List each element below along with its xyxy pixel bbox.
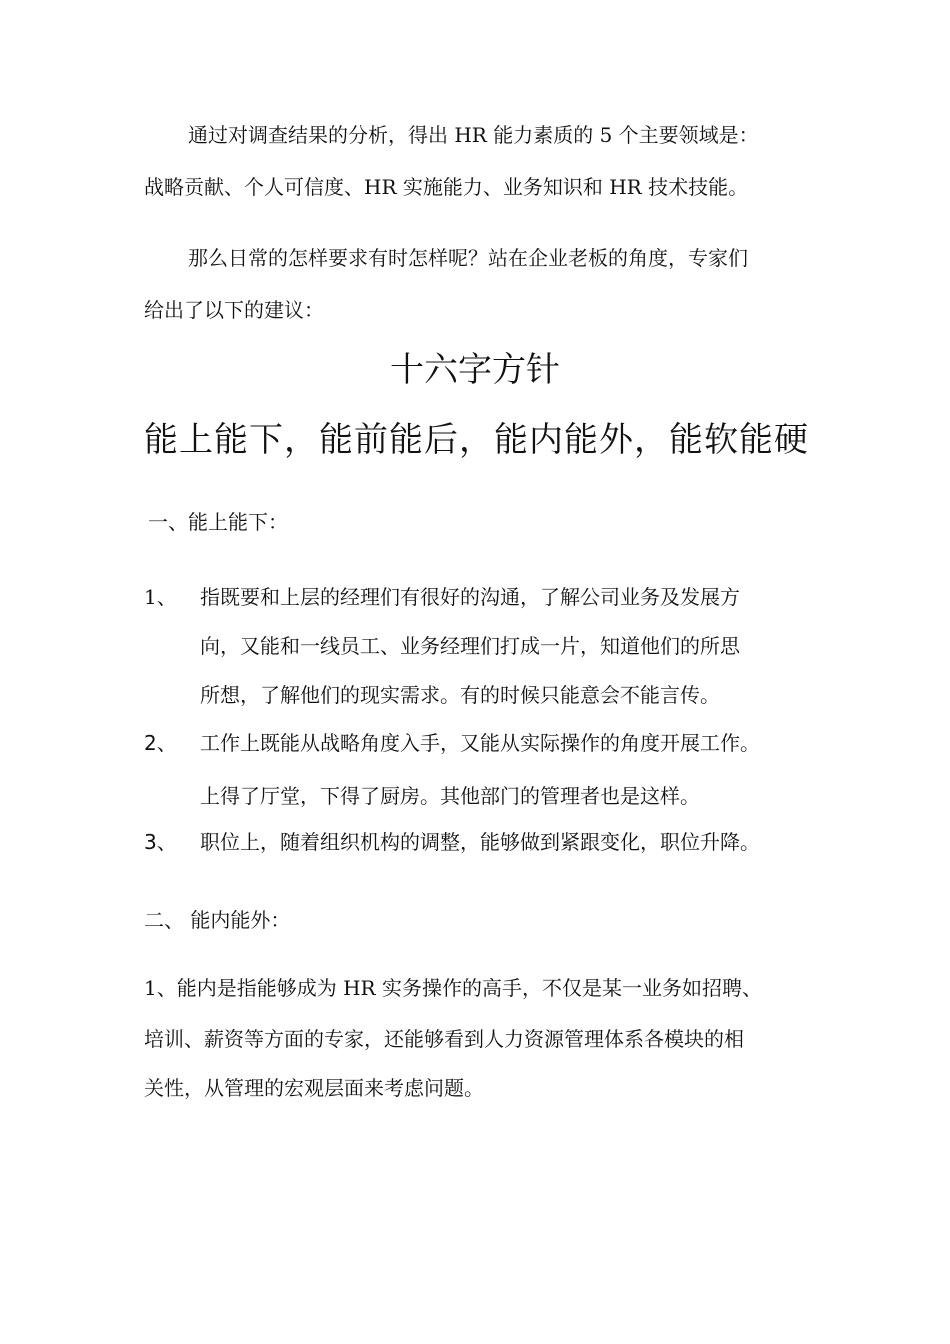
- paragraph2-line2: 给出了以下的建议：: [144, 298, 324, 322]
- paragraph2-line1: 那么日常的怎样要求有时怎样呢？站在企业老板的角度，专家们: [188, 246, 748, 270]
- section2-paragraph-line2: 培训、薪资等方面的专家，还能够看到人力资源管理体系各模块的相: [144, 1027, 744, 1051]
- section2-heading: 二、 能内能外：: [144, 908, 291, 932]
- item1-line1: 指既要和上层的经理们有很好的沟通，了解公司业务及发展方: [200, 585, 740, 609]
- paragraph1-line2: 战略贡献、个人可信度、HR 实施能力、业务知识和 HR 技术技能。: [144, 175, 749, 199]
- section1-heading: 一、能上能下：: [148, 510, 288, 534]
- item1-number: 1、: [144, 585, 177, 609]
- item3-number: 3、: [144, 830, 177, 854]
- item1-line2: 向，又能和一线员工、业务经理们打成一片，知道他们的所思: [200, 634, 740, 658]
- title-heading: 十六字方针: [390, 350, 560, 390]
- item2-line2: 上得了厅堂，下得了厨房。其他部门的管理者也是这样。: [200, 784, 700, 808]
- item1-line3: 所想，了解他们的现实需求。有的时候只能意会不能言传。: [200, 683, 720, 707]
- item3-line1: 职位上，随着组织机构的调整，能够做到紧跟变化，职位升降。: [200, 830, 760, 854]
- item2-number: 2、: [144, 731, 177, 755]
- paragraph1-line1: 通过对调查结果的分析，得出 HR 能力素质的 5 个主要领域是：: [188, 123, 759, 147]
- section2-paragraph-line1: 1、能内是指能够成为 HR 实务操作的高手，不仅是某一业务如招聘、: [144, 976, 762, 1000]
- motto-heading: 能上能下，能前能后，能内能外，能软能硬: [144, 420, 809, 460]
- item2-line1: 工作上既能从战略角度入手，又能从实际操作的角度开展工作。: [200, 731, 760, 755]
- section2-paragraph-line3: 关性，从管理的宏观层面来考虑问题。: [144, 1076, 484, 1100]
